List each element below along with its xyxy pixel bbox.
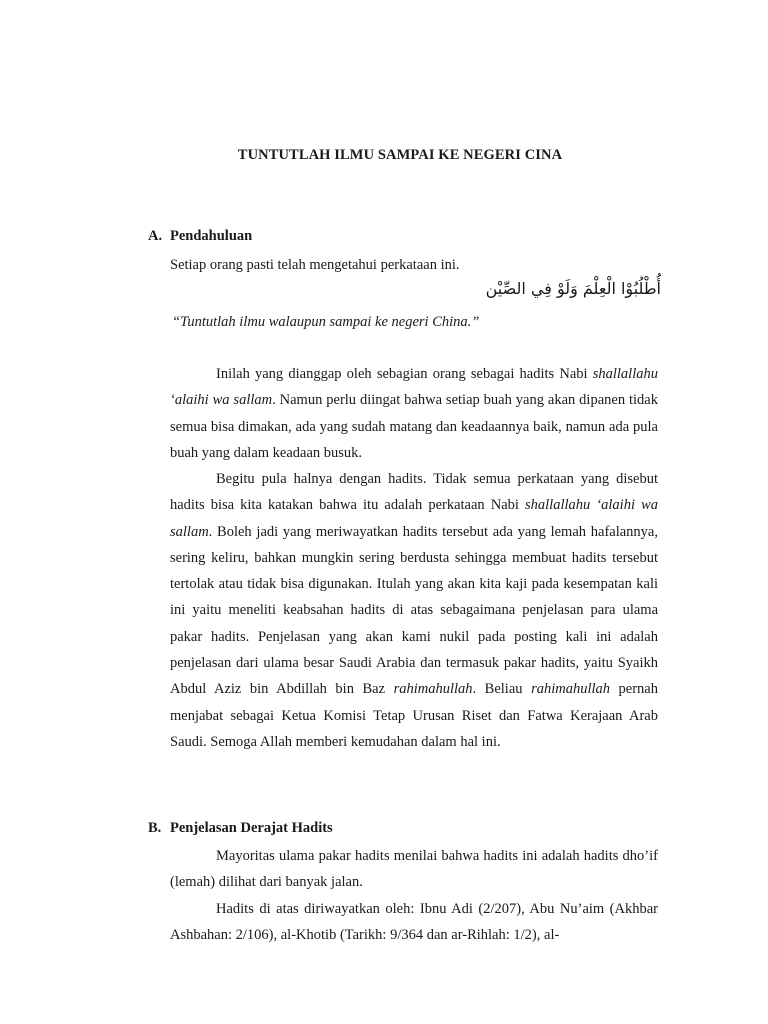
section-b-letter: B. (148, 820, 162, 836)
p2-italic-c: rahimahullah (531, 681, 611, 698)
p2-text-d: pernah menjabat sebagai Ketua Komisi Tetap Urusan Riset dan Fatwa Kerajaan Arab Saudi. Semoga Allah memberi kemudahan dalam hal ini. (170, 681, 658, 750)
p1-text-a: Inilah yang dianggap oleh sebagian orang sebagai hadits Nabi (216, 366, 593, 382)
section-b-paragraph-2: Hadits di atas diriwayatkan oleh: Ibnu Adi (2/207), Abu Nu’aim (Akhbar Ashbahan: 2/106), al-Khotib (Tarikh: 9/364 dan ar-Rihlah: 1/2), al- (170, 901, 658, 944)
section-b-paragraph-1: Mayoritas ulama pakar hadits menilai bahwa hadits ini adalah hadits dho’if (lemah) dilihat dari banyak jalan. (170, 848, 658, 891)
section-a-paragraph-2 (170, 466, 658, 755)
section-a-title: Pendahuluan (170, 228, 253, 244)
section-b-title: Penjelasan Derajat Hadits (170, 820, 333, 836)
p2-text-a: Begitu pula halnya dengan hadits. Tidak semua perkataan yang disebut hadits bisa kita katakan bahwa itu adalah perkataan Nabi (170, 471, 658, 514)
p1-italic: shallallahu ‘alaihi wa sallam (170, 366, 658, 409)
section-a-letter: A. (148, 228, 163, 244)
section-a-heading (148, 228, 252, 245)
p1-text-b: . Namun perlu diingat bahwa setiap buah yang akan dipanen tidak semua bisa dimakan, ada yang sudah matang dan keadaannya baik, namun ada pula buah yang dalam keadaan busuk. (170, 392, 658, 461)
arabic-quote: أُطْلُبُوْا الْعِلْمَ وَلَوْ فِي الصِّيْن (485, 279, 661, 298)
p2-italic-b: rahimahullah (393, 681, 473, 698)
section-b-heading (148, 820, 333, 837)
p2-italic-a: shallallahu ‘alaihi wa sallam (170, 497, 658, 540)
p2-text-b: . Boleh jadi yang meriwayatkan hadits tersebut ada yang lemah hafalannya, sering keliru, bahkan mungkin sering berdusta sehingga membuat hadits tersebut tertolak atau tidak bisa digunakan. Itulah yang akan kita kaji pada kesempatan kali ini yaitu meneliti keabsahan hadits di atas sebagaimana penjelasan para ulama pakar hadits. Penjelasan yang akan kami nukil pada posting kali ini adalah penjelasan dari ulama besar Saudi Arabia dan termasuk pakar hadits, yaitu Syaikh Abdul Aziz bin Abdillah bin Baz (170, 523, 658, 698)
translation-italic: “Tuntutlah ilmu walaupun sampai ke negeri China.” (172, 314, 480, 330)
translation-text (172, 313, 479, 331)
document-title: TUNTUTLAH ILMU SAMPAI KE NEGERI CINA (237, 147, 563, 163)
intro-text: Setiap orang pasti telah mengetahui perkataan ini. (170, 257, 460, 273)
section-a-paragraph-1 (170, 361, 658, 466)
p2-text-c: . Beliau (472, 681, 532, 698)
